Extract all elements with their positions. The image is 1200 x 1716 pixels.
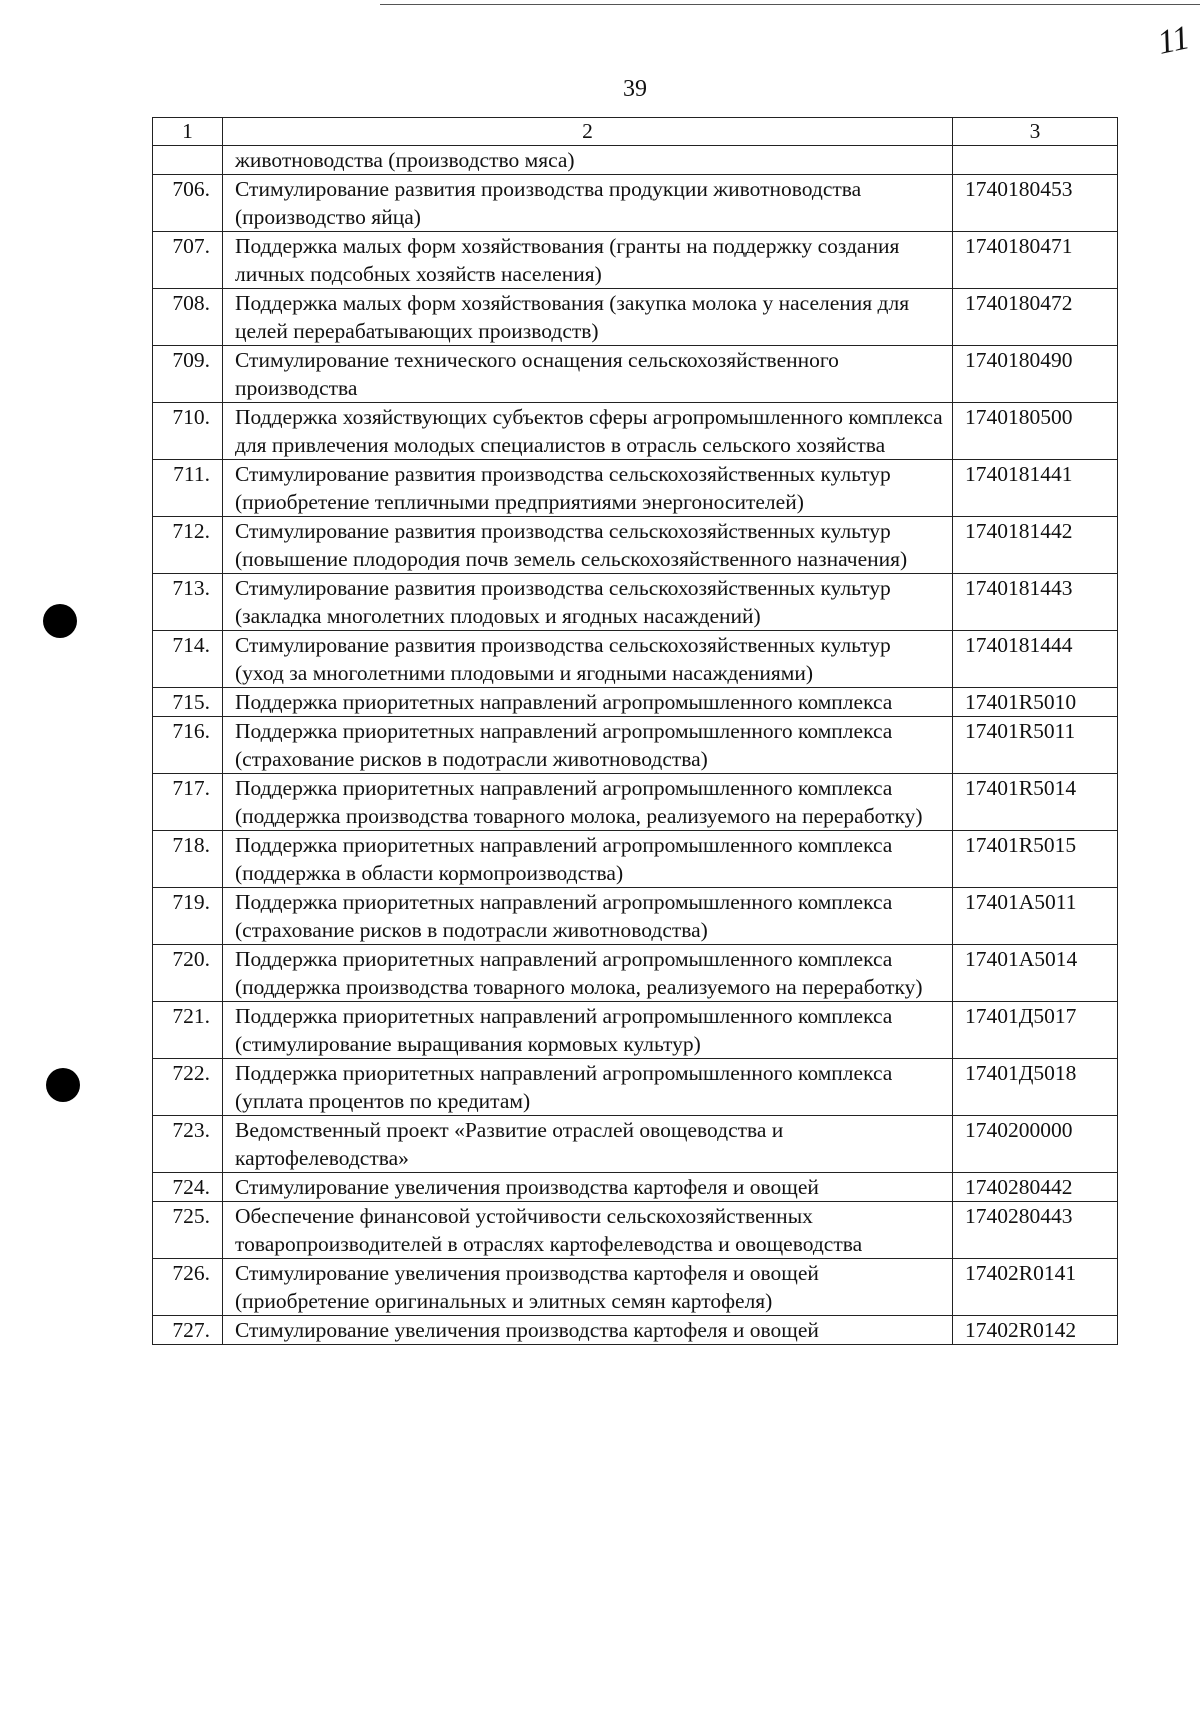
row-name: Поддержка приоритетных направлений агропромышленного комплекса (стимулирование выращивания кормовых культур): [223, 1002, 953, 1059]
table-row: [153, 289, 1118, 346]
column-header-code: 3: [953, 118, 1118, 146]
row-name: Стимулирование увеличения производства картофеля и овощей (приобретение оригинальных и элитных семян картофеля): [223, 1259, 953, 1316]
row-number: 719.: [153, 888, 223, 945]
binder-hole: [43, 604, 77, 638]
row-name: Обеспечение финансовой устойчивости сельскохозяйственных товаропроизводителей в отраслях картофелеводства и овощеводства: [223, 1202, 953, 1259]
table-row: [153, 774, 1118, 831]
row-code: 17401Д5018: [953, 1059, 1118, 1116]
row-name: Стимулирование развития производства сельскохозяйственных культур (уход за многолетними плодовыми и ягодными насаждениями): [223, 631, 953, 688]
table-row: [153, 1316, 1118, 1345]
row-name: Поддержка малых форм хозяйствования (закупка молока у населения для целей перерабатывающих производств): [223, 289, 953, 346]
row-number: 725.: [153, 1202, 223, 1259]
row-name: Стимулирование развития производства сельскохозяйственных культур (закладка многолетних плодовых и ягодных насаждений): [223, 574, 953, 631]
table-row: [153, 688, 1118, 717]
table-row: [153, 1116, 1118, 1173]
row-code: 1740180500: [953, 403, 1118, 460]
row-number: [153, 146, 223, 175]
table-row: [153, 1059, 1118, 1116]
row-name: Поддержка приоритетных направлений агропромышленного комплекса (поддержка производства товарного молока, реализуемого на переработку): [223, 774, 953, 831]
table-row: [153, 517, 1118, 574]
table-row: [153, 1173, 1118, 1202]
row-code: 1740180472: [953, 289, 1118, 346]
page-number: 39: [623, 76, 647, 102]
row-number: 709.: [153, 346, 223, 403]
table-row: [153, 232, 1118, 289]
row-name: Поддержка приоритетных направлений агропромышленного комплекса (страхование рисков в подотрасли животноводства): [223, 888, 953, 945]
row-number: 712.: [153, 517, 223, 574]
row-code: 1740181444: [953, 631, 1118, 688]
row-number: 722.: [153, 1059, 223, 1116]
table-row: [153, 175, 1118, 232]
row-name: Стимулирование развития производства продукции животноводства (производство яйца): [223, 175, 953, 232]
row-number: 715.: [153, 688, 223, 717]
row-number: 717.: [153, 774, 223, 831]
row-code: 17401R5014: [953, 774, 1118, 831]
row-name: Стимулирование увеличения производства картофеля и овощей: [223, 1173, 953, 1202]
column-header-name: 2: [223, 118, 953, 146]
row-name: Поддержка приоритетных направлений агропромышленного комплекса (страхование рисков в подотрасли животноводства): [223, 717, 953, 774]
row-number: 716.: [153, 717, 223, 774]
table-row: [153, 631, 1118, 688]
budget-code-table: [152, 117, 1118, 1345]
table-row: [153, 831, 1118, 888]
row-code: 1740200000: [953, 1116, 1118, 1173]
row-name: Стимулирование увеличения производства картофеля и овощей: [223, 1316, 953, 1345]
row-number: 706.: [153, 175, 223, 232]
row-number: 720.: [153, 945, 223, 1002]
row-name: Поддержка приоритетных направлений агропромышленного комплекса (уплата процентов по кредитам): [223, 1059, 953, 1116]
row-code: 17401R5010: [953, 688, 1118, 717]
row-name: Поддержка хозяйствующих субъектов сферы агропромышленного комплекса для привлечения молодых специалистов в отрасль сельского хозяйства: [223, 403, 953, 460]
row-code: 17401R5011: [953, 717, 1118, 774]
header-row: [153, 118, 1118, 146]
row-name: Поддержка приоритетных направлений агропромышленного комплекса: [223, 688, 953, 717]
table-row: [153, 346, 1118, 403]
row-code: 1740181442: [953, 517, 1118, 574]
table-row: [153, 1202, 1118, 1259]
row-code: 1740181443: [953, 574, 1118, 631]
row-number: 713.: [153, 574, 223, 631]
row-code: 17402R0142: [953, 1316, 1118, 1345]
row-code: 17401А5011: [953, 888, 1118, 945]
table-row: [153, 460, 1118, 517]
table-row: [153, 1259, 1118, 1316]
row-number: 714.: [153, 631, 223, 688]
row-code: [953, 146, 1118, 175]
row-number: 710.: [153, 403, 223, 460]
binder-hole: [46, 1068, 80, 1102]
row-code: 17401Д5017: [953, 1002, 1118, 1059]
row-name: животноводства (производство мяса): [223, 146, 953, 175]
row-number: 726.: [153, 1259, 223, 1316]
row-code: 1740181441: [953, 460, 1118, 517]
row-code: 1740180471: [953, 232, 1118, 289]
row-code: 17401А5014: [953, 945, 1118, 1002]
row-name: Поддержка приоритетных направлений агропромышленного комплекса (поддержка производства товарного молока, реализуемого на переработку): [223, 945, 953, 1002]
row-code: 1740280442: [953, 1173, 1118, 1202]
continuation-row: [153, 146, 1118, 175]
table-row: [153, 945, 1118, 1002]
row-code: 17402R0141: [953, 1259, 1118, 1316]
row-code: 1740180453: [953, 175, 1118, 232]
row-name: Стимулирование технического оснащения сельскохозяйственного производства: [223, 346, 953, 403]
top-edge-rule: [380, 4, 1200, 5]
row-name: Стимулирование развития производства сельскохозяйственных культур (повышение плодородия почв земель сельскохозяйственного назначения): [223, 517, 953, 574]
table-row: [153, 403, 1118, 460]
row-number: 723.: [153, 1116, 223, 1173]
row-number: 711.: [153, 460, 223, 517]
row-number: 707.: [153, 232, 223, 289]
table-row: [153, 1002, 1118, 1059]
row-number: 718.: [153, 831, 223, 888]
row-number: 708.: [153, 289, 223, 346]
table-row: [153, 717, 1118, 774]
table-row: [153, 888, 1118, 945]
row-name: Ведомственный проект «Развитие отраслей овощеводства и картофелеводства»: [223, 1116, 953, 1173]
row-name: Поддержка малых форм хозяйствования (гранты на поддержку создания личных подсобных хозяйств населения): [223, 232, 953, 289]
row-number: 727.: [153, 1316, 223, 1345]
row-number: 721.: [153, 1002, 223, 1059]
column-header-number: 1: [153, 118, 223, 146]
row-name: Стимулирование развития производства сельскохозяйственных культур (приобретение тепличными предприятиями энергоносителей): [223, 460, 953, 517]
row-code: 1740180490: [953, 346, 1118, 403]
row-name: Поддержка приоритетных направлений агропромышленного комплекса (поддержка в области кормопроизводства): [223, 831, 953, 888]
row-code: 17401R5015: [953, 831, 1118, 888]
row-code: 1740280443: [953, 1202, 1118, 1259]
table-row: [153, 574, 1118, 631]
row-number: 724.: [153, 1173, 223, 1202]
handwritten-page-mark: 11: [1154, 19, 1193, 62]
